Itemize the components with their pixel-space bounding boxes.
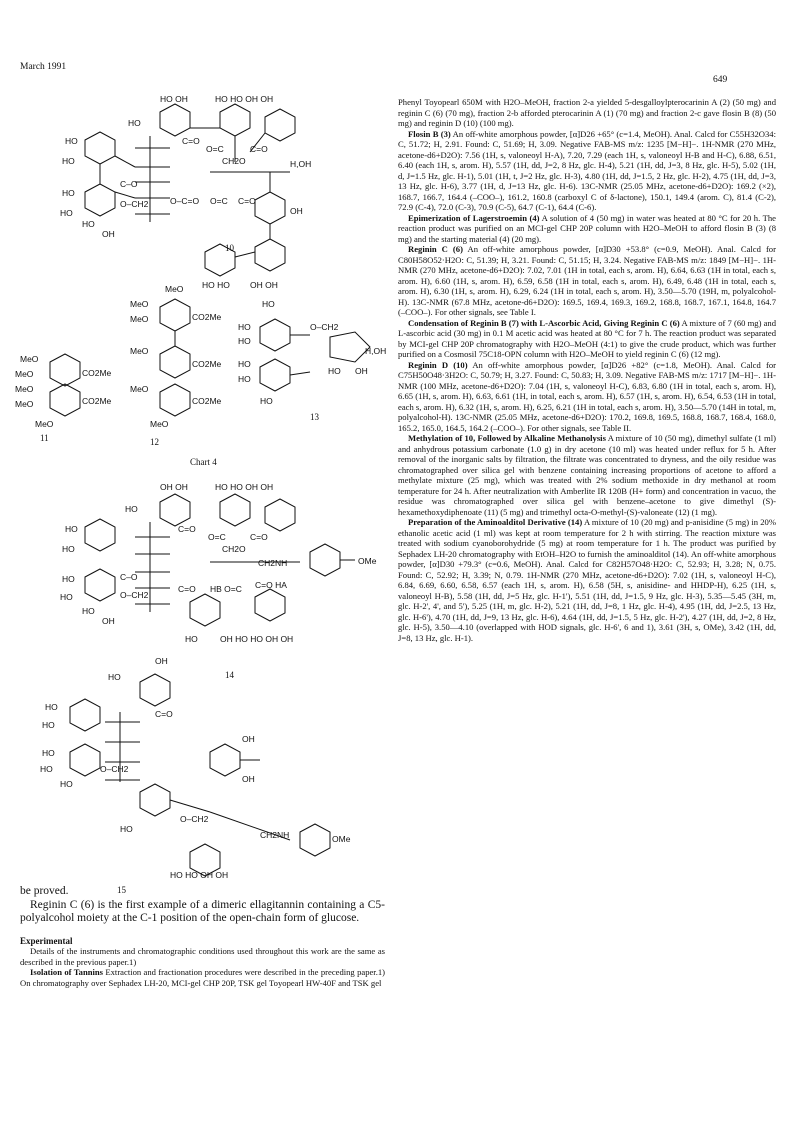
subheading-epimerization: Epimerization of Lagerstroemin (4) — [408, 212, 540, 223]
reginin-d-text: An off-white amorphous powder, [α]D26 +82° (c=1.8, MeOH). Anal. Calcd for C75H50O48·3H2O: C, 50.79; H, 3.27. Found: C, 50.83; H, 3.09. Negative FAB-MS m/z: 1717 [M−H]−. 1H-NMR (100 MHz, acetone-d6+D2O): 7.04 (1H, s, valoneoyl H-C), 6.83, 6.80 (1H in total, each s, arom. H), 6.65 (1H, s, arom. H), 6.63, 6.61 (1H, in total, each s, arom. H), 6.57 (1H, s, arom. H), 6.54, 6.53 (1H in total, each s, arom. H), 6.32 (1H, s, arom. H), 6.25, 6.21 (1H in total, each s, arom. H), 3.50—5.70 (14H in total, m, polyalcohol-H). 13C-NMR (25.05 MHz, acetone-d6+D2O): 170.2, 169.8, 169.5, 168.8, 168.7, 168.4, 168.0, 165.2, 165.0, 164.5, 164.2 (–COO–). For other signals, see Table II. — [398, 359, 776, 433]
svg-text:OH: OH — [355, 366, 368, 376]
subheading-methylation: Methylation of 10, Followed by Alkaline Methanolysis — [408, 433, 606, 443]
compound-label-15: 15 — [117, 885, 126, 895]
structure-15 — [40, 656, 351, 880]
svg-text:MeO: MeO — [15, 369, 34, 379]
left-column-text — [20, 885, 385, 988]
svg-text:HO HO OH OH: HO HO OH OH — [215, 94, 274, 104]
svg-text:MeO: MeO — [130, 314, 149, 324]
svg-text:CO2Me: CO2Me — [82, 396, 112, 406]
flosin-b-text: An off-white amorphous powder, [α]D26 +65° (c=1.4, MeOH). Anal. Calcd for C55H32O34: C, 51.72; H, 2.91. Found: C, 51.69; H, 3.09. Negative FAB-MS m/z: 1235 [M−H]−. 1H-NMR (270 MHz, acetone-d6+D2O): 7.56 (1H, s, valoneoyl H-A), 7.20, 7.29 (each 1H, s, valoneoyl H-B and H-C), 6.88, 6.51, 6.40 (each 1H, s, arom. H), 5.57 (1H, dd, J=2, 8 Hz, glc. H-4), 5.21 (1H, dd, J=3, 8 Hz, glc. H-5), 5.02 (1H, d, J=1.5 Hz, glc. H-1), 5.01 (1H, t, J=2 Hz, glc. H-3), 4.80 (1H, dd, J=1.5, 2 Hz, glc. H-2), 4.75 (1H, dd, J=3, 13 Hz, glc. H-6), 3.77 (1H, d, J=13 Hz, glc. H-6). 13C-NMR (25.05 MHz, acetone-d6+D2O): 169.2 (×2), 168.7, 166.7, 164.4 (–COO–), 161.2, 160.8 (carboxyl C of δ-lactone), 150.1, 149.4 (arom. C), 81.4 (C-2), 72.9 (C-4), 72.0 (C-3), 70.9 (C-5), 64.7 (C-1), 64.4 (C-6). — [398, 128, 776, 212]
svg-text:CH2O: CH2O — [222, 156, 246, 166]
right-column-text — [398, 97, 776, 643]
compound-label-10: 10 — [225, 243, 234, 253]
paragraph-fractionation: Phenyl Toyopearl 650M with H2O–MeOH, fraction 2-a yielded 5-desgalloylpterocarinin A (2) (50 mg) and reginin C (6) (70 mg), fraction 2-b afforded pterocarinin A (1) (70 mg) and fraction 2-c gave flosin B (8) (50 mg) and reginin D (10) (100 mg). — [398, 97, 776, 128]
svg-text:MeO: MeO — [130, 346, 149, 356]
svg-text:HO HO OH OH: HO HO OH OH — [215, 482, 274, 492]
compound-label-13: 13 — [310, 412, 319, 422]
svg-text:HO: HO — [262, 299, 275, 309]
paragraph-methylation — [398, 433, 776, 517]
condensation-text: A mixture of 7 (60 mg) and L-ascorbic acid (30 mg) in 0.1 M acetic acid was heated at 80 °C for 7 h. The reaction product was separated by MCI-gel CHP 20P chromatography with H2O–MeOH (4:1) to give the crude product, which was further purified on a Cosmosil 75C18-OPN column with H2O–MeOH to yield reginin C (6) (12 mg). — [398, 317, 776, 359]
svg-text:C=O: C=O — [178, 524, 196, 534]
chart-caption: Chart 4 — [190, 457, 217, 467]
svg-text:C=O: C=O — [250, 532, 268, 542]
svg-text:CO2Me: CO2Me — [82, 368, 112, 378]
svg-text:MeO: MeO — [130, 299, 149, 309]
svg-text:OMe: OMe — [358, 556, 377, 566]
svg-text:O–C=O: O–C=O — [170, 196, 200, 206]
svg-text:O–CH2: O–CH2 — [180, 814, 209, 824]
epimerization-text: A solution of 4 (50 mg) in water was heated at 80 °C for 20 h. The reaction product was purified on an MCI-gel CHP 20P column with H2O–MeOH to afford flosin B (3) (8 mg) and the starting material (4) (20 mg). — [398, 212, 776, 244]
subheading-reginin-d: Reginin D (10) — [408, 359, 468, 370]
svg-text:O–CH2: O–CH2 — [120, 590, 149, 600]
svg-text:HO OH: HO OH — [160, 94, 188, 104]
svg-text:OH OH: OH OH — [160, 482, 188, 492]
svg-text:OH HO HO OH OH: OH HO HO OH OH — [220, 634, 294, 644]
compound-label-12: 12 — [150, 437, 159, 447]
svg-text:OH: OH — [242, 734, 255, 744]
svg-text:HO: HO — [125, 504, 138, 514]
svg-text:MeO: MeO — [20, 354, 39, 364]
svg-text:HO: HO — [120, 824, 133, 834]
svg-text:HO HO: HO HO — [202, 280, 230, 290]
methylation-text: A mixture of 10 (50 mg), dimethyl sulfate (1 ml) and anhydrous potassium carbonate (1.0 g) in dry acetone (10 ml) was heated under reflux for 5 h. After removal of the inorganic salts by filtration, the filtrate was concentrated to dryness, and the oily residue was chromatographed over silica gel with benzene containing increasing proportions of acetone to afford a methylate mixture (25 mg), which was treated with 2% sodium methoxide in dry methanol at room temperature for 24 h. After neutralization with Amberlite IR 120B (H+ form) and concentration in vacuo, the residue was chromatographed over silica gel with benzene–acetone to give dimethyl (S)-hexamethoxydiphenoate (11) (5 mg) and trimethyl octa-O-methyl-(S)-valoneate (12) (1 mg). — [398, 433, 776, 517]
paragraph-experimental: Details of the instruments and chromatographic conditions used throughout this work are the same as described in the previous paper.1) — [20, 946, 385, 967]
compound-label-14: 14 — [225, 670, 234, 680]
svg-text:HB O=C: HB O=C — [210, 584, 242, 594]
svg-text:MeO: MeO — [15, 399, 34, 409]
subheading-isolation: Isolation of Tannins — [30, 967, 104, 977]
paragraph-aminoalditol — [398, 517, 776, 643]
svg-text:C=O HA: C=O HA — [255, 580, 287, 590]
svg-text:O–CH2: O–CH2 — [310, 322, 339, 332]
svg-text:HO: HO — [238, 322, 251, 332]
svg-text:C=O: C=O — [238, 196, 256, 206]
svg-text:HO: HO — [60, 208, 73, 218]
svg-text:HO: HO — [238, 374, 251, 384]
svg-text:CO2Me: CO2Me — [192, 396, 222, 406]
svg-text:OMe: OMe — [332, 834, 351, 844]
svg-text:O–CH2: O–CH2 — [100, 764, 129, 774]
svg-text:HO: HO — [238, 336, 251, 346]
paragraph-epimerization — [398, 213, 776, 245]
svg-text:HO: HO — [108, 672, 121, 682]
svg-text:HO: HO — [40, 764, 53, 774]
svg-text:H,OH: H,OH — [365, 346, 387, 356]
svg-text:HO: HO — [65, 524, 78, 534]
svg-text:HO: HO — [82, 606, 95, 616]
svg-text:OH: OH — [155, 656, 168, 666]
svg-text:HO: HO — [62, 156, 75, 166]
aminoalditol-text: A mixture of 10 (20 mg) and p-anisidine (5 mg) in 20% ethanolic acetic acid (1 ml) was kept at room temperature for 2 h with stirring. The reaction mixture was treated with sodium cyanoborohydride (5 mg) at room temperature for 1 h. The product was purified by Sephadex LH-20 chromatography with EtOH–H2O to furnish the aminoalditol (14). An off-white amorphous powder, [α]D30 +79.3° (c=0.6, MeOH). Anal. Calcd for C82H57O48·H2O: C, 52.93; H, 3.28; N, 0.75. Found: C, 52.92; H, 3.39; N, 0.79. 1H-NMR (270 MHz, acetone-d6+D2O): 7.02 (1H, s, valoneoyl H-C), 6.84, 6.69, 6.60, 6.58, 6.57 (each 1H, s, arom. H), 6.58 (5H, s, anisidine- and HHDP-H), 6.25 (1H, s, valoneoyl H-B), 5.58 (1H, dd, J=5 Hz, glc. H-1'), 5.51 (1H, dd, J=1.5, 9 Hz, glc. H-3), 5.35—5.45 (3H, m, glc. H-2', 4', and 5'), 5.25 (1H, m, glc. H-2), 5.21 (1H, dd, J=8, 1 Hz, glc. H-4), 4.95 (1H, dd, J=2.5, 13 Hz, glc. H-6'), 4.70 (1H, dd, J=9, 13 Hz, glc. H-6), 4.64 (1H, dd, J=1.5, 5 Hz, glc. H-2'), 4.27 (1H, dd, J=2, 8 Hz, glc. H-5), 3.50—4.10 (overlapped with HOD signals, glc. H-6', 6 and 1), 3.61 (3H, s, OMe), 3.42 (1H, dd, J=8, 13 Hz, glc. H-1). — [398, 517, 776, 643]
svg-text:CH2O: CH2O — [222, 544, 246, 554]
structure-10 — [60, 94, 311, 290]
structure-13 — [238, 299, 386, 406]
isolation-text: Extraction and fractionation procedures were described in the preceding paper.1) On chromatography over Sephadex LH-20, MCI-gel CHP 20P, TSK gel Toyopearl HW-40F and TSK gel — [20, 967, 385, 988]
page-number: 649 — [713, 75, 728, 85]
subheading-flosin-b: Flosin B (3) — [408, 128, 451, 139]
svg-text:CO2Me: CO2Me — [192, 359, 222, 369]
svg-text:OH OH: OH OH — [250, 280, 278, 290]
subheading-condensation: Condensation of Reginin B (7) with L-Ascorbic Acid, Giving Reginin C (6) — [408, 317, 680, 328]
svg-text:HO: HO — [62, 574, 75, 584]
svg-text:C=O: C=O — [178, 584, 196, 594]
svg-text:OH: OH — [102, 616, 115, 626]
svg-text:O–CH2: O–CH2 — [120, 199, 149, 209]
svg-text:OH: OH — [290, 206, 303, 216]
svg-text:O=C: O=C — [210, 196, 228, 206]
svg-text:HO: HO — [62, 544, 75, 554]
svg-text:HO: HO — [45, 702, 58, 712]
svg-text:HO: HO — [42, 720, 55, 730]
paragraph-be-proved: be proved. — [20, 885, 69, 897]
svg-text:CH2NH: CH2NH — [260, 830, 290, 840]
svg-text:HO: HO — [62, 188, 75, 198]
svg-text:MeO: MeO — [150, 419, 169, 429]
svg-text:HO: HO — [82, 219, 95, 229]
svg-text:MeO: MeO — [35, 419, 54, 429]
svg-text:HO: HO — [185, 634, 198, 644]
reginin-c-text: An off-white amorphous powder, [α]D30 +53.8° (c=0.9, MeOH). Anal. Calcd for C80H58O52·H2O: C, 51.39; H, 3.21. Found: C, 51.15; H, 3.24. Negative FAB-MS m/z: 1849 [M−H]−. 1H-NMR (270 MHz, acetone-d6+D2O): 7.02, 7.01 (1H in total, each s, arom. H), 6.64, 6.63 (1H in total, each s, arom. H), 6.60 (1H, s, arom. H), 6.59, 6.58 (1H in total, each s, arom. H), 6.49, 6.48 (1H in total, each s, arom. H), 6.30 (1H, s, arom. H), 6.29, 6.24 (1H in total, each s, arom. H), 3.50—5.70 (19H, m, polyalcohol-H). 13C-NMR (67.8 MHz, acetone-d6+D2O): 169.5, 169.4, 169.3, 169.2, 168.8, 168.7, 167.1, 164.8, 164.7 (–COO–). For other signals, see Table I. — [398, 244, 776, 317]
structure-12 — [130, 284, 222, 429]
svg-text:CO2Me: CO2Me — [192, 312, 222, 322]
paragraph-condensation — [398, 318, 776, 360]
svg-text:HO: HO — [60, 779, 73, 789]
svg-text:HO: HO — [128, 118, 141, 128]
svg-text:HO: HO — [42, 748, 55, 758]
svg-text:OH: OH — [102, 229, 115, 239]
structure-11 — [15, 354, 112, 429]
paragraph-reginin-c — [398, 244, 776, 318]
svg-text:H,OH: H,OH — [290, 159, 312, 169]
svg-text:O=C: O=C — [208, 532, 226, 542]
paragraph-reginin-c-conclusion: Reginin C (6) is the first example of a dimeric ellagitannin containing a C5-polyalcohol moiety at the C-1 position of the open-chain form of glucose. — [20, 898, 385, 924]
svg-text:MeO: MeO — [165, 284, 184, 294]
svg-text:C–O: C–O — [120, 572, 138, 582]
subheading-reginin-c: Reginin C (6) — [408, 244, 463, 254]
svg-text:CH2NH: CH2NH — [258, 558, 288, 568]
svg-text:HO HO OH OH: HO HO OH OH — [170, 870, 229, 880]
svg-text:HO: HO — [328, 366, 341, 376]
svg-text:C–O: C–O — [120, 179, 138, 189]
svg-text:O=C: O=C — [206, 144, 224, 154]
paragraph-isolation — [20, 967, 385, 988]
running-header-date: March 1991 — [20, 62, 67, 72]
svg-text:C=O: C=O — [250, 144, 268, 154]
svg-text:HO: HO — [238, 359, 251, 369]
section-heading-experimental: Experimental — [20, 935, 73, 946]
compound-label-11: 11 — [40, 433, 49, 443]
svg-text:C=O: C=O — [155, 709, 173, 719]
svg-text:MeO: MeO — [15, 384, 34, 394]
svg-text:C=O: C=O — [182, 136, 200, 146]
paragraph-flosin-b — [398, 129, 776, 213]
chemical-structures-figure — [10, 92, 390, 882]
paragraph-reginin-d — [398, 360, 776, 434]
structure-14 — [60, 482, 377, 644]
svg-text:HO: HO — [65, 136, 78, 146]
svg-text:OH: OH — [242, 774, 255, 784]
svg-text:MeO: MeO — [130, 384, 149, 394]
subheading-aminoalditol: Preparation of the Aminoalditol Derivative (14) — [408, 517, 583, 527]
svg-text:HO: HO — [60, 592, 73, 602]
svg-text:HO: HO — [260, 396, 273, 406]
